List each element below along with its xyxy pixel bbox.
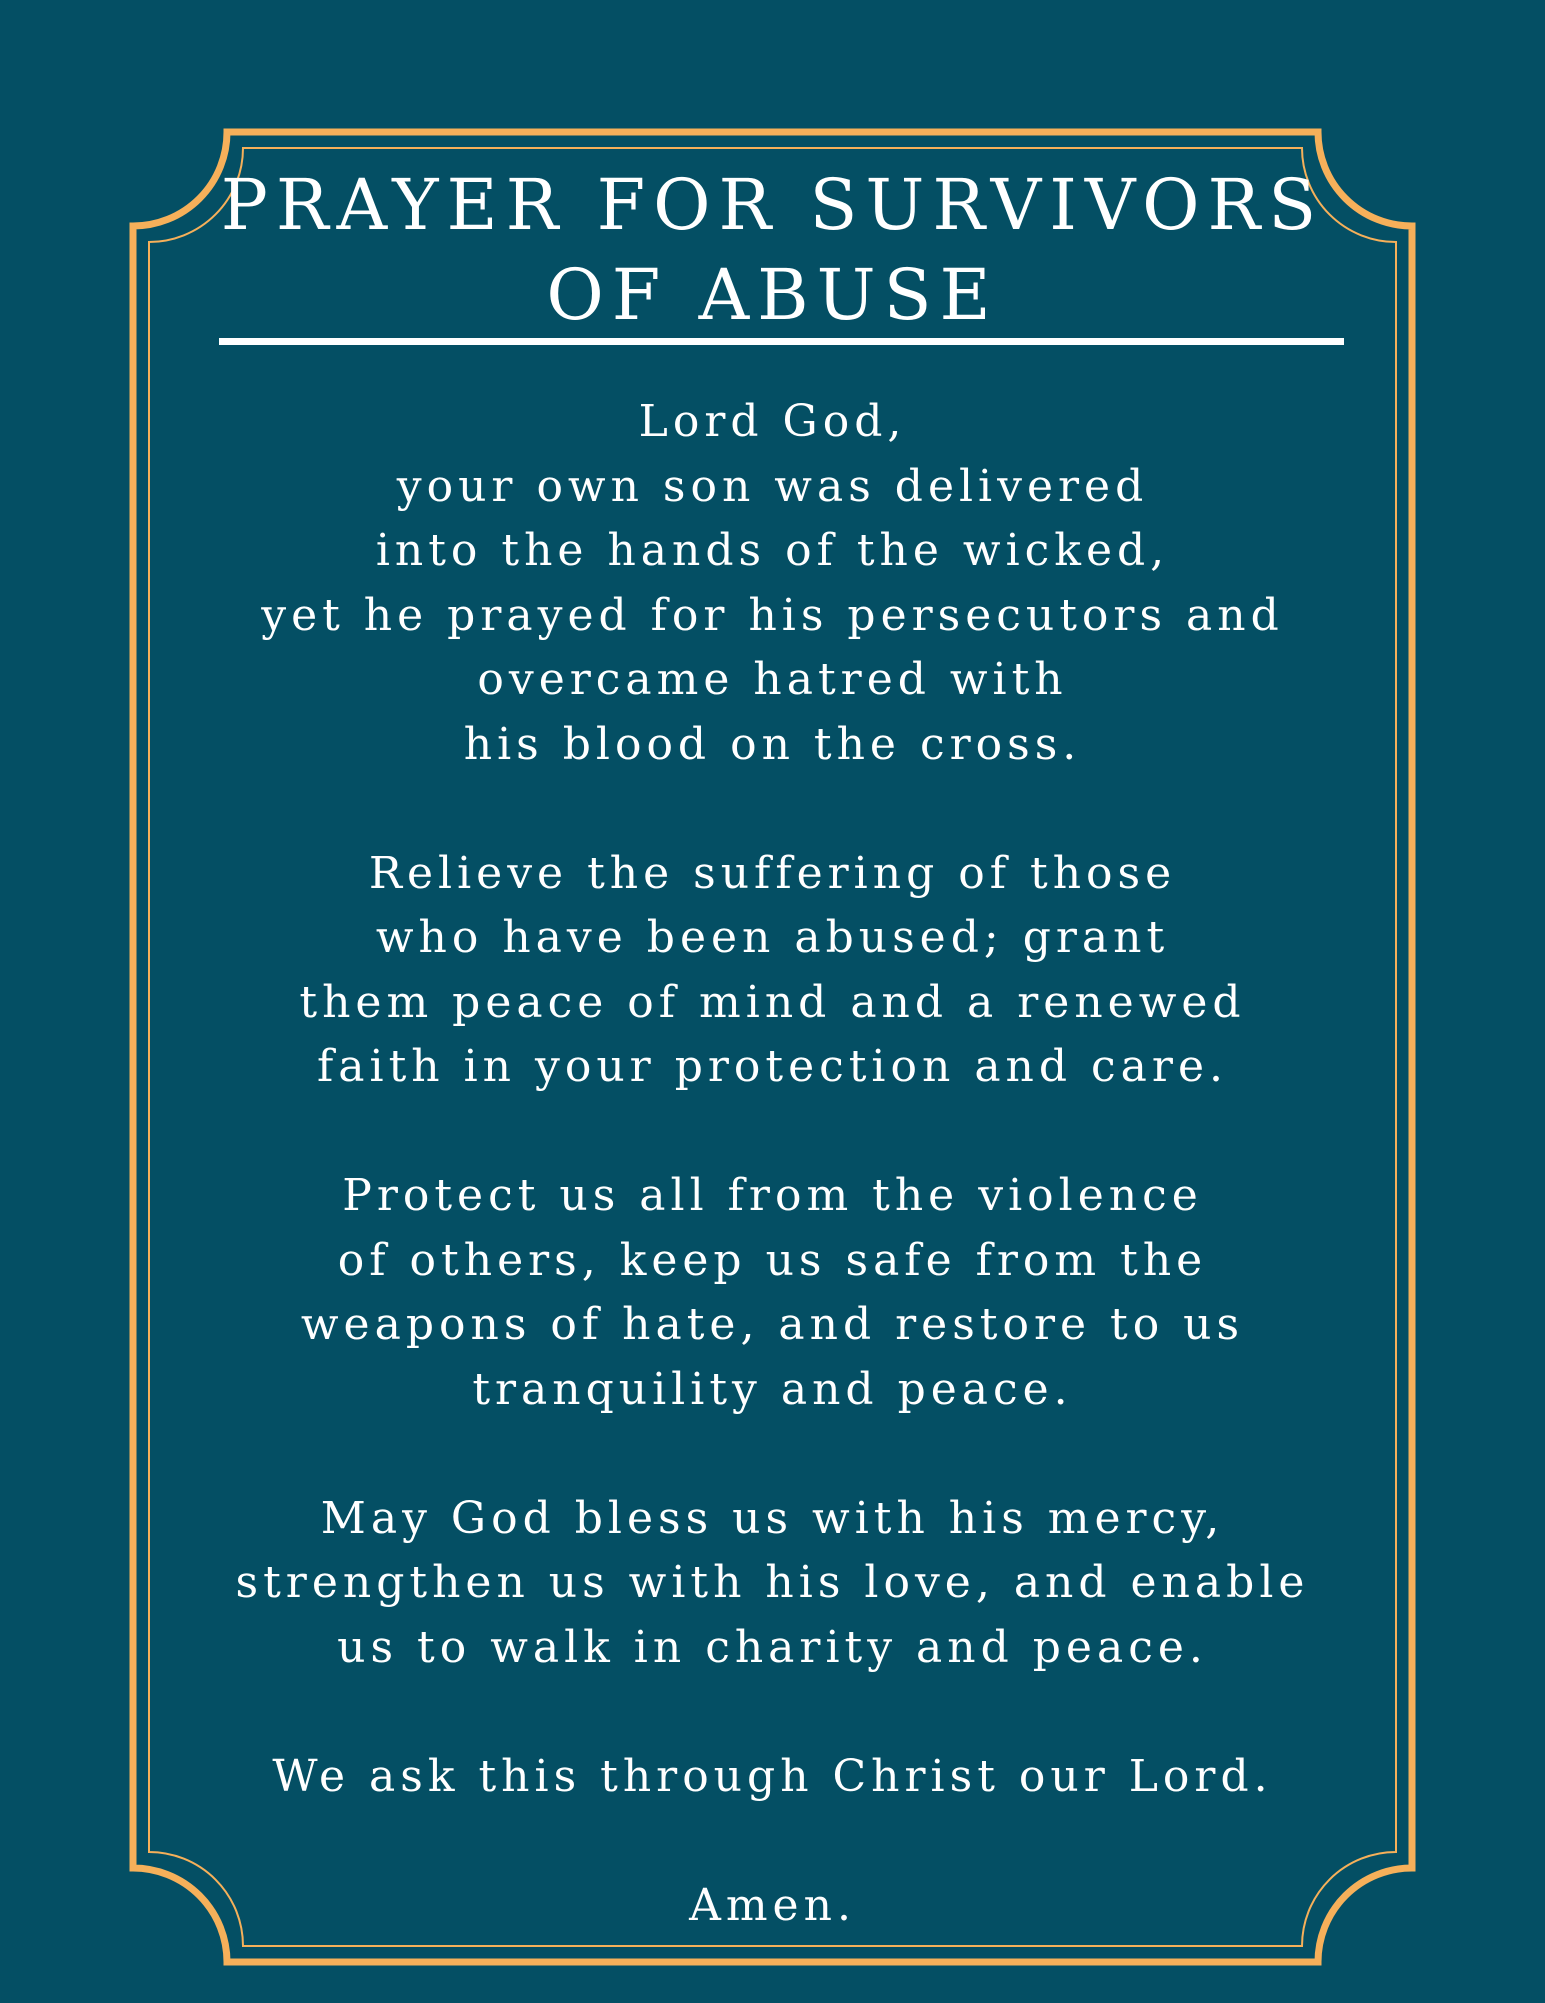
- amen: [0, 1874, 1545, 1939]
- prayer-line: faith in your protection and care.: [317, 1041, 1228, 1092]
- prayer-line: May God bless us with his mercy,: [320, 1492, 1225, 1544]
- prayer-line: who have been abused; grant: [375, 912, 1170, 963]
- prayer-line: overcame hatred with: [477, 654, 1068, 705]
- prayer-line: us to walk in charity and peace.: [337, 1621, 1208, 1673]
- title-line-1: PRAYER FOR SURVIVORS: [220, 164, 1325, 246]
- prayer-line: into the hands of the wicked,: [375, 525, 1170, 576]
- prayer-line: weapons of hate, and restore to us: [300, 1299, 1245, 1350]
- prayer-line: strengthen us with his love, and enable: [235, 1557, 1310, 1608]
- prayer-line: Lord God,: [638, 396, 907, 447]
- prayer-line: Amen.: [689, 1879, 856, 1931]
- stanza-3: [0, 1164, 1545, 1422]
- prayer-line: yet he prayed for his persecutors and: [261, 589, 1284, 641]
- prayer-line: tranquility and peace.: [472, 1363, 1073, 1415]
- prayer-line: his blood on the cross.: [463, 718, 1082, 770]
- title-line-2: OF ABUSE: [546, 254, 999, 336]
- stanza-4: [0, 1487, 1545, 1681]
- prayer-body: [0, 390, 1545, 2003]
- prayer-line: We ask this through Christ our Lord.: [272, 1750, 1273, 1802]
- closing-line: [0, 1745, 1545, 1810]
- prayer-line: Relieve the suffering of those: [368, 847, 1177, 899]
- title-underline: [219, 338, 1344, 345]
- stanza-1: [0, 390, 1545, 777]
- page-title: [0, 160, 1545, 340]
- prayer-line: them peace of mind and a renewed: [299, 976, 1246, 1028]
- prayer-line: your own son was delivered: [396, 460, 1149, 512]
- prayer-line: of others, keep us safe from the: [337, 1234, 1208, 1286]
- prayer-line: Protect us all from the violence: [342, 1170, 1203, 1221]
- stanza-2: [0, 842, 1545, 1100]
